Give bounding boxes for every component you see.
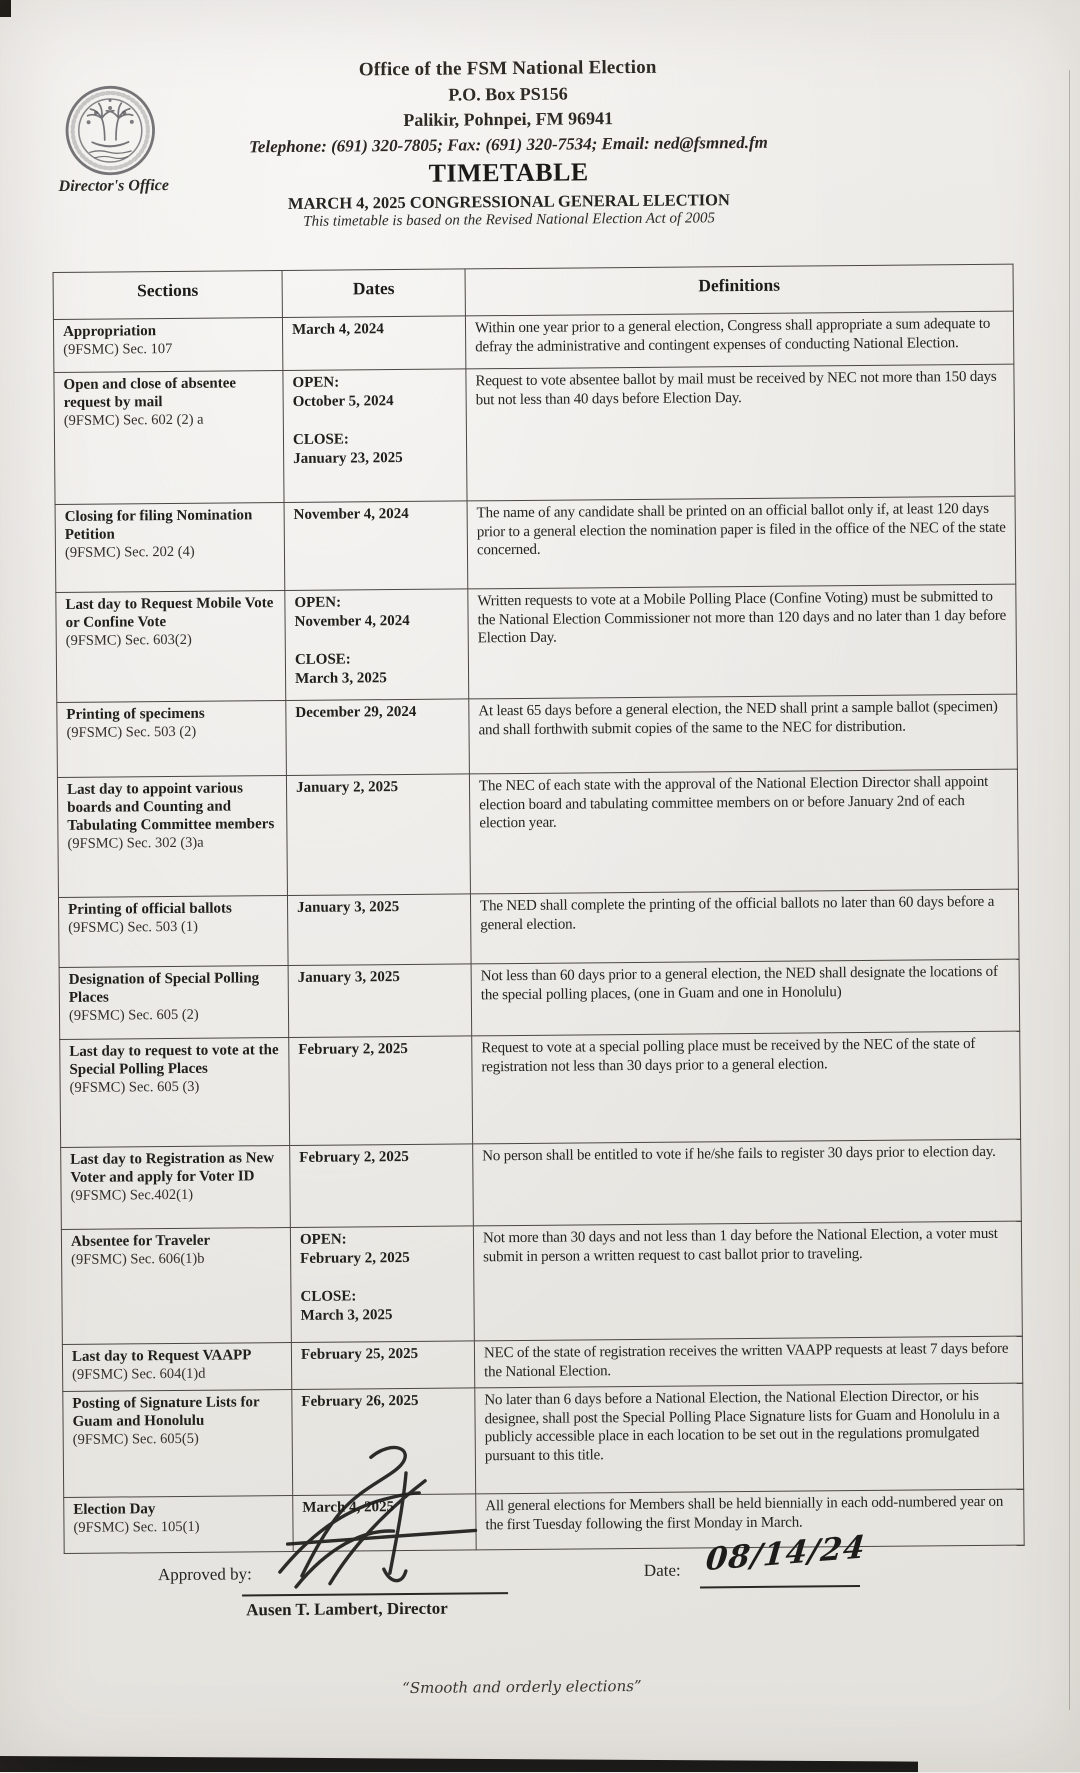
date-line [700,1585,860,1588]
definition-cell [472,1031,1021,1144]
section-ref: (9FSMC) Sec. 605 (3) [69,1078,200,1096]
definition-text: Not less than 60 days prior to a general election, the NED shall designate the locations of the special polling places, (one in Guam and one in Honolulu) [480,963,998,1003]
table-row [53,311,1013,372]
section-name: Posting of Signature Lists for Guam and Honolulu [72,1394,260,1430]
date-line: February 2, 2025 [298,1040,408,1058]
section-ref: (9FSMC) Sec. 602 (2) a [63,411,204,429]
date-line: November 4, 2024 [294,612,410,630]
date-line: January 3, 2025 [297,969,400,986]
section-ref: (9FSMC) Sec. 107 [63,340,173,358]
table-row [60,1031,1021,1147]
definition-cell [474,1336,1022,1388]
section-ref: (9FSMC) Sec. 503 (2) [66,723,197,741]
section-name: Election Day [73,1501,156,1518]
definition-cell [468,584,1017,699]
director-office-label: Director's Office [58,177,170,195]
column-header-sections: Sections [53,271,282,320]
section-cell [61,1228,291,1345]
contact-line: Telephone: (691) 320-7805; Fax: (691) 320-7534; Email: ned@fsmned.fm [248,132,768,157]
section-name: Last day to appoint various boards and Counting and Tabulating Committee members [66,780,275,834]
date-line: March 4, 2024 [291,321,384,338]
table-row [55,496,1016,592]
section-cell [54,371,284,505]
definition-cell [470,889,1019,964]
date-line: December 29, 2024 [295,703,417,721]
dates-cell [286,774,470,896]
section-cell [53,318,282,373]
column-header-definitions: Definitions [465,264,1013,316]
section-name: Last day to Request VAAPP [71,1347,252,1365]
section-cell [60,1038,290,1148]
table-row [61,1221,1022,1344]
section-name: Closing for filing Nomination Petition [64,507,253,543]
date-line: OPEN: [294,594,342,611]
section-cell [58,896,288,968]
section-ref: (9FSMC) Sec. 605(5) [72,1430,199,1448]
signer-name: Ausen T. Lambert, Director [246,1598,448,1620]
paper-edge-line [1069,70,1070,1710]
approved-by-label: Approved by: [157,1564,252,1585]
table-row [64,1489,1024,1553]
address-line: Palikir, Pohnpei, FM 96941 [403,108,614,130]
table-row [61,1139,1022,1229]
section-name: Last day to Registration as New Voter and apply for Voter ID [70,1150,275,1186]
dates-cell [282,316,465,371]
section-cell [61,1146,291,1230]
definition-text: Not more than 30 days and not less than 1 day before the National Election, a voter must submit in person a written request to cast ballot prior to traveling. [482,1225,998,1265]
date-line: February 26, 2025 [301,1392,419,1410]
definition-cell [473,1139,1022,1226]
handwritten-date: 08/14/24 [704,1529,868,1579]
definition-text: The NED shall complete the printing of the official ballots no later than 60 days before a general election. [480,893,995,933]
definition-cell [469,769,1018,894]
dates-cell [287,894,471,966]
signature-scribble [243,1442,509,1596]
date-line: January 3, 2025 [297,899,400,916]
date-line: CLOSE: [292,431,349,448]
date-label: Date: [643,1560,681,1580]
date-line: March 4, 2025 [302,1499,395,1516]
dates-cell [283,369,467,503]
definition-text: No person shall be entitled to vote if he/she fails to register 30 days prior to election day. [482,1143,996,1165]
definition-text: NEC of the state of registration receives the written VAAPP requests at least 7 days before the National Election. [483,1340,1009,1380]
date-line: CLOSE: [300,1288,357,1305]
table-row [62,1336,1022,1391]
section-ref: (9FSMC) Sec. 105(1) [73,1518,200,1536]
date-line: February 2, 2025 [299,1148,409,1166]
section-ref: (9FSMC) Sec.402(1) [70,1186,194,1204]
date-line: November 4, 2024 [293,505,409,523]
definition-text: Written requests to vote at a Mobile Polling Place (Confine Voting) must be submitted to the National Election Commissioner not more than 120 days and no later than 1 day before Election Day. [477,588,1007,647]
table-row [59,959,1020,1039]
definition-text: Within one year prior to a general election, Congress shall appropriate a sum adequate to defray the administrative and contingent expenses of conducting National Election. [474,315,991,355]
date-line: January 2, 2025 [295,779,399,796]
definition-text: All general elections for Members shall be held biennially in each odd-numbered year on the first Tuesday following the first Monday in March. [485,1493,1004,1533]
table-row [54,364,1015,504]
section-cell [57,776,287,898]
table-row [57,694,1018,777]
dates-cell [291,1341,474,1390]
section-cell [62,1342,291,1391]
table-header-row [53,264,1013,319]
section-name: Open and close of absentee request by mail [63,375,237,411]
definition-text: The NEC of each state with the approval of the National Election Director shall appoint election board and tabulating committee members on or before January 2nd of each election year. [478,773,989,832]
act-reference-note: This timetable is based on the Revised National Election Act of 2005 [303,210,716,230]
dates-cell [290,1226,474,1343]
date-line: February 2, 2025 [300,1249,410,1267]
table-row [58,889,1019,967]
dates-cell [288,964,472,1038]
date-line: OPEN: [292,374,340,391]
section-ref: (9FSMC) Sec. 604(1)d [72,1365,206,1383]
definition-text: At least 65 days before a general election, the NED shall print a sample ballot (specimen) and shall forthwith submit copies of the same to the NEC for distribution. [478,698,998,738]
table-row [56,584,1017,702]
office-name: Office of the FSM National Election [358,56,657,81]
motto: “Smooth and orderly elections” [402,1676,642,1698]
scan-corner-artifact [0,0,11,17]
section-ref: (9FSMC) Sec. 302 (3)a [67,834,204,852]
section-name: Absentee for Traveler [70,1232,211,1250]
section-name: Last day to Request Mobile Vote or Confine Vote [65,595,274,631]
definition-text: Request to vote absentee ballot by mail must be received by NEC not more than 150 days but not less than 40 days before Election Day. [475,368,997,408]
section-name: Designation of Special Polling Places [68,970,260,1006]
definition-text: Request to vote at a special polling place must be received by the NEC of the state of registration not less than 30 days prior to a general election. [481,1036,976,1075]
definition-cell [471,959,1020,1036]
definition-cell [475,1383,1024,1494]
section-ref: (9FSMC) Sec. 503 (1) [68,918,199,936]
election-subtitle: MARCH 4, 2025 CONGRESSIONAL GENERAL ELECTION [287,190,730,213]
document-title: TIMETABLE [428,157,589,188]
definition-text: The name of any candidate shall be printed on an official ballot only if, at least 120 days prior to a general election the nomination paper is filed in the office of the NEC of the state concerned. [476,500,1006,559]
table-row [57,769,1018,897]
date-line: March 3, 2025 [300,1307,393,1324]
timetable-table [53,264,1024,1554]
section-ref: (9FSMC) Sec. 603(2) [65,631,192,649]
definition-cell [469,694,1018,774]
dates-cell [285,589,469,701]
dates-cell [286,699,470,776]
po-box-line: P.O. Box PS156 [448,83,568,105]
date-line: CLOSE: [294,651,351,668]
definition-cell [466,364,1015,501]
table-row [63,1383,1024,1497]
dates-cell [290,1144,474,1228]
section-cell [56,591,286,703]
date-line: January 23, 2025 [293,449,403,467]
dates-cell [284,501,468,591]
definition-cell [473,1221,1022,1341]
section-name: Printing of official ballots [68,900,232,918]
definition-cell [467,496,1016,589]
section-name: Appropriation [62,323,157,340]
date-line: March 3, 2025 [295,670,387,687]
dates-cell [289,1036,473,1146]
letterhead [143,55,874,158]
section-ref: (9FSMC) Sec. 605 (2) [68,1006,199,1024]
column-header-dates: Dates [282,269,465,318]
date-line: October 5, 2024 [292,393,394,410]
section-cell [59,966,289,1040]
definition-cell [465,311,1013,369]
section-ref: (9FSMC) Sec. 202 (4) [64,543,195,561]
date-line: February 25, 2025 [300,1345,419,1363]
section-ref: (9FSMC) Sec. 606(1)b [71,1250,205,1268]
section-cell [55,503,285,593]
date-line: OPEN: [299,1231,347,1248]
definition-text: No later than 6 days before a National Election, the National Election Director, or his designee, shall post the Special Polling Place Signature lists for Guam and Honolulu in a publicly accessible place in each location to be set out in the regulations promulgated pursuant to this title. [484,1388,1000,1464]
section-name: Printing of specimens [66,705,205,723]
section-cell [57,701,287,778]
section-name: Last day to request to vote at the Special Polling Places [69,1042,279,1078]
